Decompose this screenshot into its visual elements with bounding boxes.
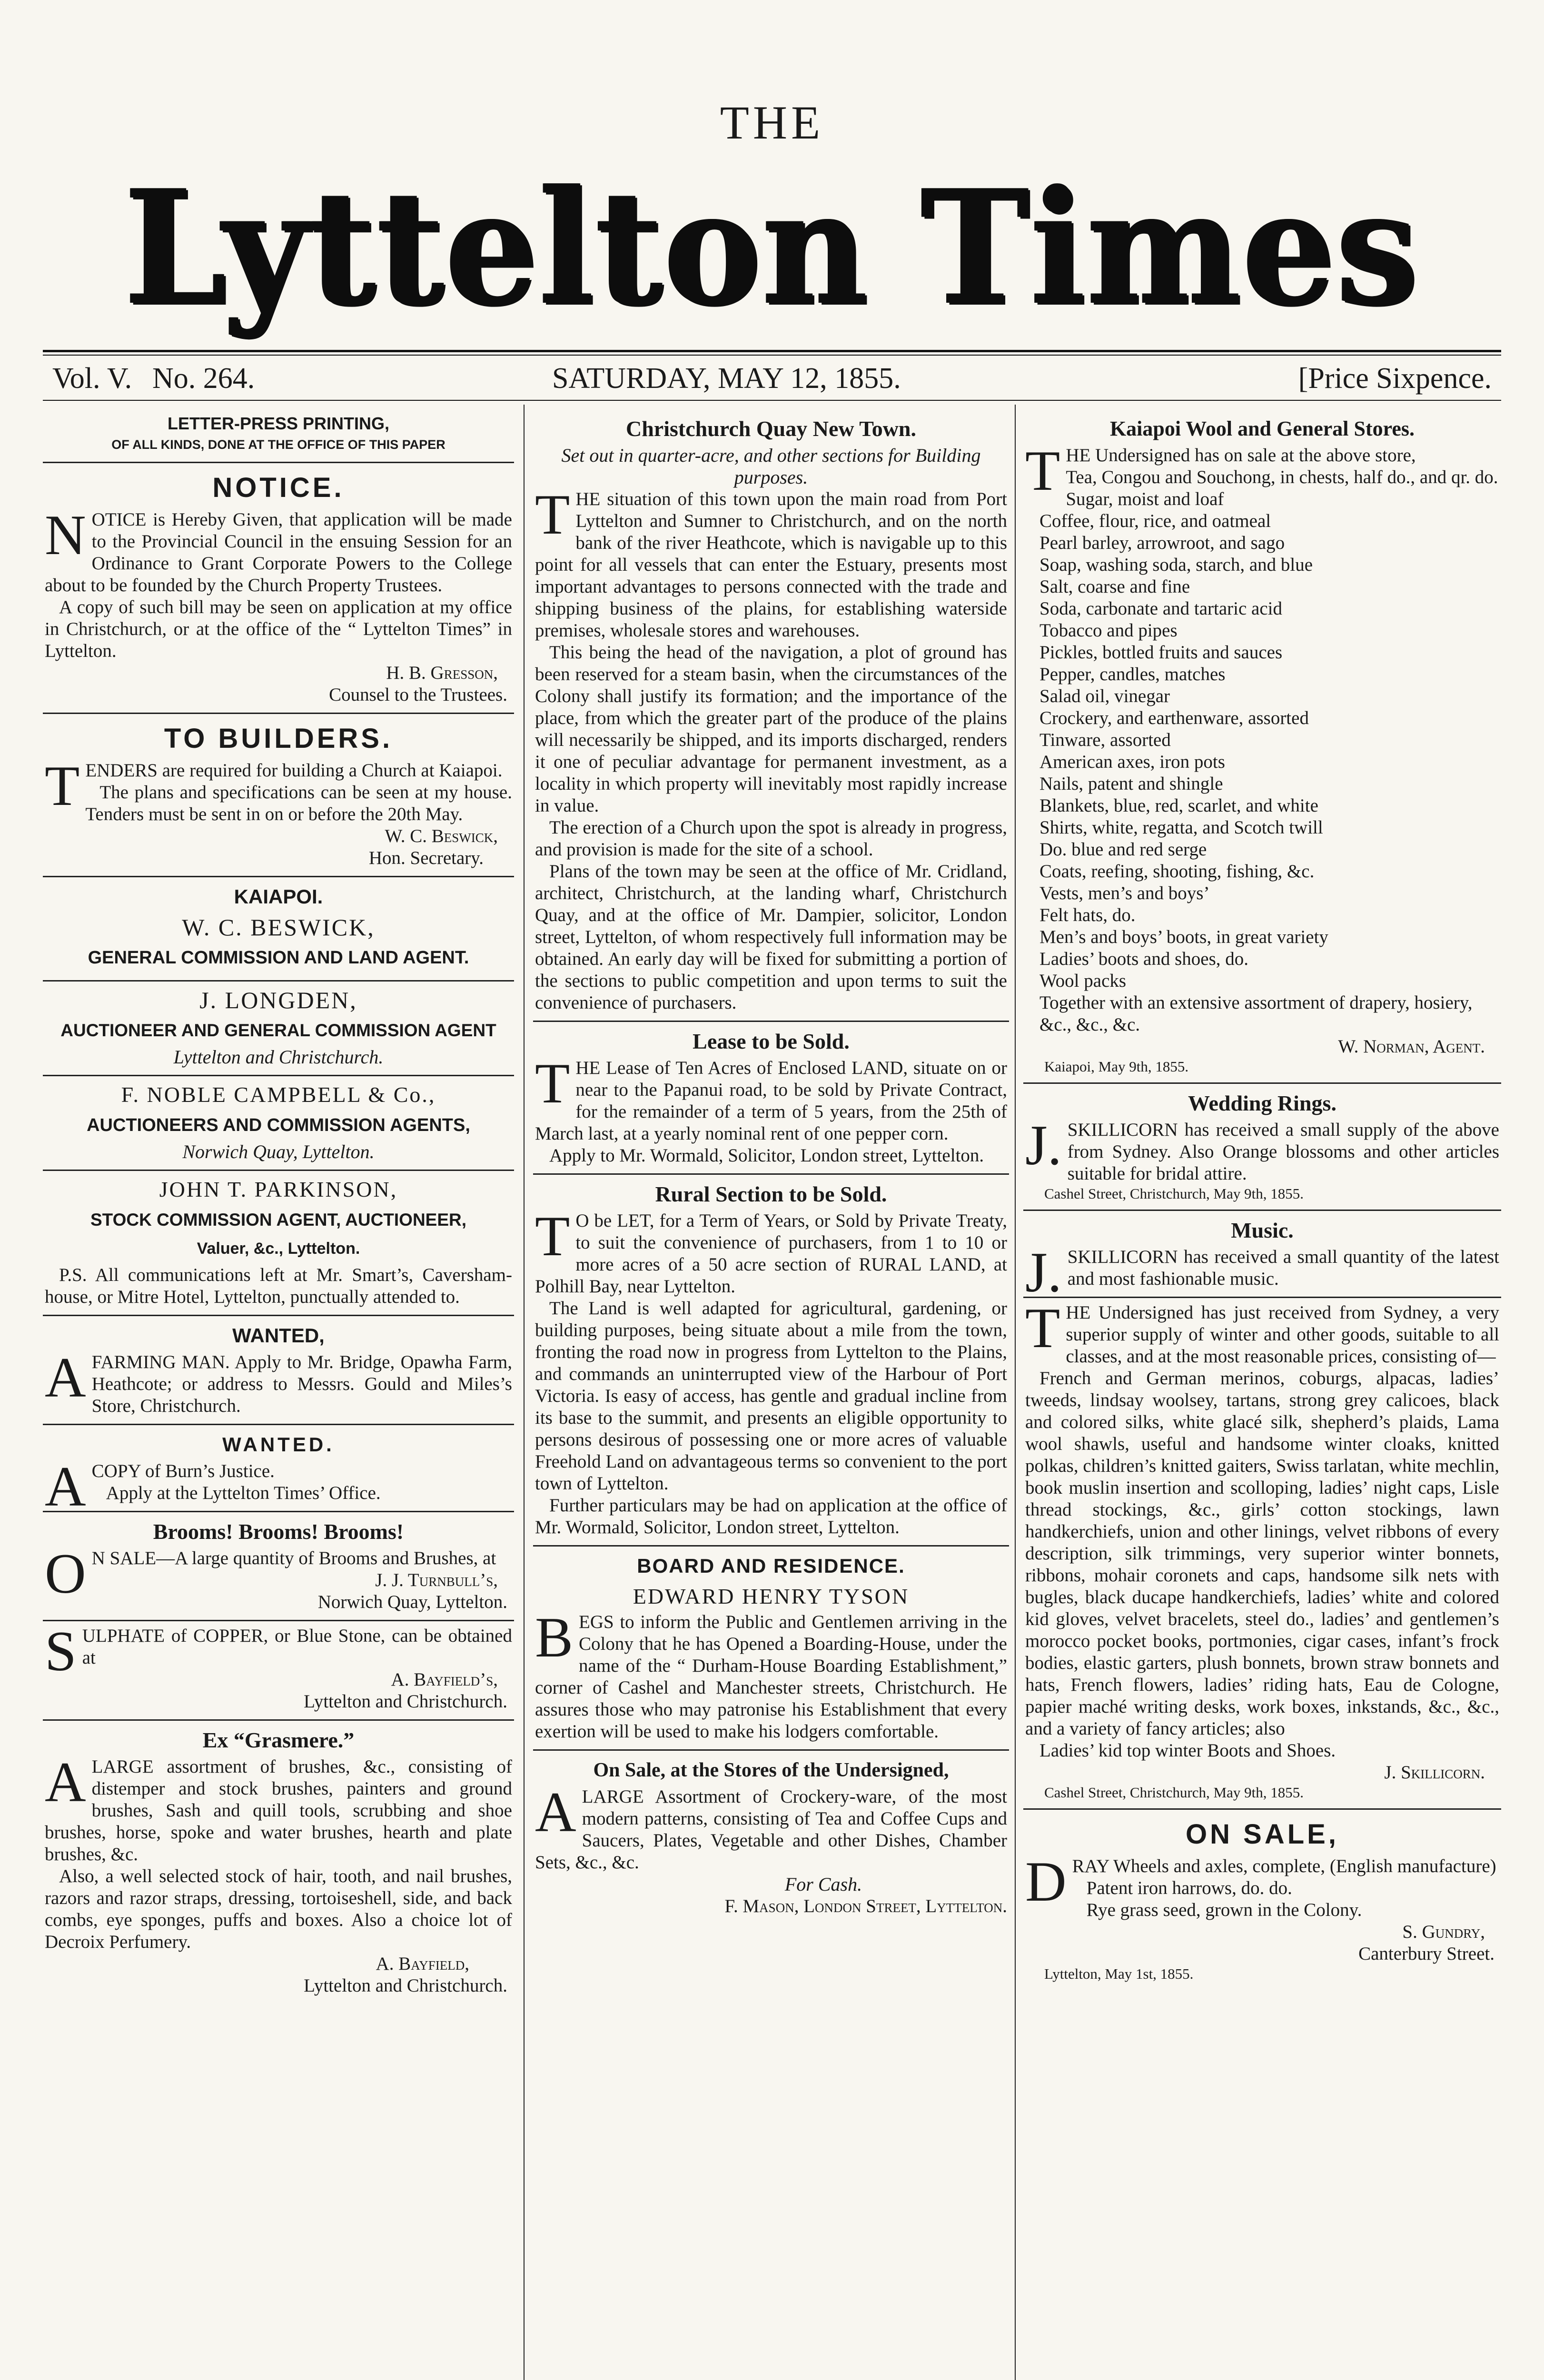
wedding-title: Wedding Rings. — [1188, 1091, 1336, 1115]
list-item: Together with an extensive assortment of drapery, hosiery, &c., &c., &c. — [1039, 992, 1473, 1035]
list-item: Do. blue and red serge — [1039, 839, 1207, 860]
builders-signature: W. C. Beswick, — [385, 826, 498, 846]
kaiapoi-list — [1025, 466, 1499, 1036]
dateline — [52, 359, 1492, 397]
list-item: Blankets, blue, red, scarlet, and white — [1039, 795, 1318, 816]
lease-title: Lease to be Sold. — [693, 1029, 850, 1053]
lease-text-2: Apply to Mr. Wormald, Solicitor, London street, Lyttelton. — [549, 1145, 984, 1166]
ad-on-sale — [1023, 1810, 1501, 1990]
beswick-name: W. C. BESWICK, — [182, 914, 375, 941]
ad-lease — [533, 1022, 1009, 1175]
ad-beswick — [43, 877, 514, 982]
volume: Vol. V. — [52, 362, 132, 395]
brooms-title: Brooms! Brooms! Brooms! — [153, 1519, 404, 1544]
quay-title: Christchurch Quay New Town. — [625, 416, 917, 441]
masthead-rule-bottom — [43, 400, 1501, 401]
rural-text-3: Further particulars may be had on application at the office of Mr. Wormald, Solicitor, London street, Lyttelton. — [535, 1495, 1007, 1537]
board-title: BOARD AND RESIDENCE. — [637, 1555, 905, 1577]
ad-crockery — [533, 1751, 1009, 1924]
column-divider-2 — [1015, 405, 1016, 2380]
ad-wanted-farming — [43, 1316, 514, 1425]
list-item: Soda, carbonate and tartaric acid — [1039, 598, 1282, 619]
list-item: Salad oil, vinegar — [1039, 686, 1170, 706]
board-text: BEGS to inform the Public and Gentlemen arriving in the Colony that he has Opened a Boarding-House, under the name of the “ Durham-House Boarding Establishment,” corner of Cashel and Manchester streets, Christchurch. He assures those who may patronise his Establishment that every exertion will be used to make his lodgers comfortable. — [535, 1606, 1007, 1742]
column-3 — [1023, 409, 1501, 2380]
list-item: Felt hats, do. — [1039, 905, 1136, 925]
list-item: Vests, men’s and boys’ — [1039, 883, 1210, 903]
ad-christchurch-quay — [533, 409, 1009, 1022]
ad-builders — [43, 714, 514, 877]
notice-signature: H. B. Gresson, — [386, 663, 498, 683]
longden-role: AUCTIONEER AND GENERAL COMMISSION AGENT — [60, 1021, 496, 1040]
grasmere-text-2: Also, a well selected stock of hair, tooth, and nail brushes, razors and razor straps, dressing, tortoiseshell, side, and back combs, eye sponges, puffs and boxes. Also a choice lot of Decroix Perfumery. — [45, 1866, 512, 1952]
lease-text: THE Lease of Ten Acres of Enclosed LAND, situate on or near to the Papanui road, to be sold by Private Contract, for the remainder of a term of 5 years, from the 25th of March last, at a yearly nominal rent of one pepper corn. — [535, 1051, 1007, 1144]
campbell-role: AUCTIONEERS AND COMMISSION AGENTS, — [87, 1115, 470, 1135]
quay-text-1: THE situation of this town upon the main road from Port Lyttelton and Sumner to Christchurch, and on the north bank of the river Heathcote, which is navigable up to this point for all vessels that can enter the Estuary, presents most important advantages to persons connected with the trade and shipping business of the plains, for establishing waterside premises, wholesale stores and warehouses. — [535, 483, 1007, 641]
stores-text: ALARGE Assortment of Crockery-ware, of the most modern patterns, consisting of Tea and Coffee Cups and Saucers, Plates, Vegetable and other Dishes, Chamber Sets, &c., &c. — [535, 1780, 1007, 1873]
quay-text-4: Plans of the town may be seen at the office of Mr. Cridland, architect, Christchurch, at the landing wharf, Christchurch Quay, and at the office of Mr. Dampier, solicitor, London street, Lyttelton, of whom respectively full information may be obtained. An early day will be fixed for submitting a portion of the sections to public competition and upon terms to suit the convenience of purchasers. — [535, 861, 1007, 1013]
masthead-the: THE — [720, 96, 824, 149]
column-1 — [43, 409, 514, 2380]
parkinson-ps: P.S. All communications left at Mr. Smart’s, Caversham-house, or Mitre Hotel, Lyttelton, punctually attended to. — [45, 1265, 512, 1307]
issue-number: No. 264. — [152, 362, 255, 395]
masthead-rule-top — [43, 350, 1501, 352]
ad-grasmere — [43, 1721, 514, 2003]
onsale-text-3: Rye grass seed, grown in the Colony. — [1086, 1900, 1362, 1920]
brooms-signature-place: Norwich Quay, Lyttelton. — [317, 1592, 507, 1612]
quay-sub: Set out in quarter-acre, and other sections for Building purposes. — [561, 445, 981, 488]
stores-signature: F. Mason, London Street, Lyttelton. — [724, 1896, 1007, 1916]
parkinson-name: JOHN T. PARKINSON, — [159, 1177, 398, 1201]
goods-signature: J. Skillicorn. — [1384, 1762, 1485, 1783]
ad-longden — [43, 982, 514, 1076]
list-item: Salt, coarse and fine — [1039, 576, 1190, 597]
list-item: Tinware, assorted — [1039, 730, 1171, 750]
ad-sulphate — [43, 1621, 514, 1721]
ad-notice — [43, 463, 514, 714]
onsale-text-2: Patent iron harrows, do. do. — [1086, 1878, 1292, 1898]
list-item: Coffee, flour, rice, and oatmeal — [1039, 511, 1271, 531]
column-divider-1 — [524, 405, 525, 2380]
ad-rural-section — [533, 1175, 1009, 1547]
builders-title: TO BUILDERS. — [164, 723, 393, 754]
quay-text-3: The erection of a Church upon the spot is already in progress, and provision is made for the site of a school. — [535, 817, 1007, 860]
grasmere-signature-place: Lyttelton and Christchurch. — [304, 1975, 507, 1996]
goods-place: Cashel Street, Christchurch, May 9th, 1855. — [1044, 1784, 1304, 1801]
builders-text: TENDERS are required for building a Church at Kaiapoi. — [45, 754, 503, 817]
campbell-name: F. NOBLE CAMPBELL & Co., — [121, 1082, 436, 1107]
onsale-signature: S. Gundry, — [1402, 1922, 1485, 1942]
wanted1-text: AFARMING MAN. Apply to Mr. Bridge, Opawha Farm, Heathcote; or address to Messrs. Gould and Miles’s Store, Christchurch. — [45, 1346, 512, 1416]
masthead-title: Lyttelton Times — [124, 155, 1420, 340]
notice-title: NOTICE. — [212, 472, 345, 503]
list-item: Sugar, moist and loaf — [1066, 489, 1224, 509]
ad-campbell — [43, 1076, 514, 1171]
builders-text-2: The plans and specifications can be seen at my house. Tenders must be sent in on or before the 20th May. — [85, 782, 512, 824]
ad-kaiapoi-stores — [1023, 409, 1501, 1084]
rural-text-1: TO be LET, for a Term of Years, or Sold by Private Treaty, to suit the convenience of purchasers, from 1 to 10 or more acres of a 50 acre section of RURAL LAND, at Polhill Bay, near Lyttelton. — [535, 1204, 1007, 1297]
list-item: Soap, washing soda, starch, and blue — [1039, 555, 1313, 575]
list-item: American axes, iron pots — [1039, 752, 1225, 772]
kaiapoi-title: Kaiapoi Wool and General Stores. — [1109, 417, 1415, 440]
list-item: Crockery, and earthenware, assorted — [1039, 708, 1309, 728]
list-item: Wool packs — [1039, 971, 1127, 991]
grasmere-text: ALARGE assortment of brushes, &c., consisting of distemper and stock brushes, painters and ground brushes, Sash and quill tools, scrubbing and shoe brushes, horse, spoke and water brushes, hearth and plate brushes, &c. — [45, 1750, 512, 1864]
sulphate-signature-place: Lyttelton and Christchurch. — [304, 1691, 507, 1712]
column-2 — [533, 409, 1009, 2380]
goods-text-2: French and German merinos, coburgs, alpacas, ladies’ tweeds, lindsay woolsey, tartans, strong grey calicoes, black and colored silks, white glacé silk, shepherd’s plaids, Lama wool shawls, useful and handsome winter cloaks, knitted polkas, children’s knitted gaiters, Swiss tarlatan, white mechlin, book muslin insertion and scolloping, ladies’ night caps, Lisle thread stockings, &c., girls’ cotton stockings, lawn handkerchiefs, union and other linings, velvet ribbons of every description, silk trimmings, very superior winter bonnets, ribbons, mohair coronets and caps, handsome silk nets with bugles, black ducape handkerchiefs, ladies’ white and colored kid gloves, velvet bracelets, steel do., ladies’ and gentlemen’s morocco pocket books, portmonies, cigar cases, infant’s frock bodies, elastic garters, plush bonnets, brown straw bonnets and hats, French flowers, ladies’ riding hats, Eau de Cologne, papier maché writing desks, work boxes, inkstands, &c., &c., and a variety of fancy articles; also — [1025, 1368, 1499, 1739]
rural-title: Rural Section to be Sold. — [655, 1182, 887, 1206]
music-text: J.SKILLICORN has received a small quantity of the latest and most fashionable music. — [1025, 1240, 1499, 1304]
goods-text-3: Ladies’ kid top winter Boots and Shoes. — [1039, 1740, 1336, 1761]
list-item: Nails, patent and shingle — [1039, 774, 1223, 794]
parkinson-role: STOCK COMMISSION AGENT, AUCTIONEER, — [90, 1210, 467, 1230]
stores-title: On Sale, at the Stores of the Undersigned, — [593, 1759, 949, 1781]
kaiapoi-place: Kaiapoi, May 9th, 1855. — [1044, 1058, 1189, 1075]
onsale-signature-place: Canterbury Street. — [1358, 1944, 1495, 1964]
beswick-role: GENERAL COMMISSION AND LAND AGENT. — [88, 948, 469, 968]
grasmere-signature: A. Bayfield, — [376, 1954, 469, 1974]
ad-parkinson — [43, 1171, 514, 1316]
list-item: Tea, Congou and Souchong, in chests, half do., and qr. do. — [1066, 467, 1498, 487]
sulphate-signature: A. Bayfield’s, — [391, 1669, 498, 1690]
ad-brooms — [43, 1512, 514, 1621]
wanted2-text-2: Apply at the Lyttelton Times’ Office. — [106, 1483, 381, 1503]
list-item: Tobacco and pipes — [1039, 620, 1178, 641]
printing-title: LETTER-PRESS PRINTING, — [167, 414, 390, 433]
masthead-rule-top-thin — [43, 355, 1501, 356]
music-title: Music. — [1231, 1218, 1294, 1242]
list-item: Pepper, candles, matches — [1039, 664, 1226, 684]
issue-date: SATURDAY, MAY 12, 1855. — [552, 362, 901, 395]
onsale-text-1: DRAY Wheels and axles, complete, (English manufacture) — [1025, 1850, 1496, 1913]
wanted1-title: WANTED, — [232, 1324, 325, 1347]
ad-wedding-rings — [1023, 1084, 1501, 1211]
printing-sub: OF ALL KINDS, DONE AT THE OFFICE OF THIS PAPER — [111, 437, 445, 452]
ad-winter-goods — [1023, 1298, 1501, 1810]
wanted2-title: WANTED. — [222, 1433, 335, 1456]
list-item: Pearl barley, arrowroot, and sago — [1039, 533, 1285, 553]
onsale-title: ON SALE, — [1186, 1819, 1339, 1850]
parkinson-role-2: Valuer, &c., Lyttelton. — [197, 1240, 360, 1258]
list-item: Men’s and boys’ boots, in great variety — [1039, 927, 1328, 947]
wanted2-text: ACOPY of Burn’s Justice. — [45, 1455, 275, 1518]
rural-text-2: The Land is well adapted for agricultural, gardening, or building purposes, being situate about a mile from the town, fronting the road now in progress from Lyttelton to the Plains, and commands an uninterrupted view of the Harbour of Port Victoria. Is easy of access, has gentle and gradual incline from its base to the summit, and presents an eligible opportunity to persons desirous of possessing one or more acres of valuable Freehold Land on advantageous terms so convenient to the port town of Lyttelton. — [535, 1298, 1007, 1494]
grasmere-title: Ex “Grasmere.” — [202, 1728, 355, 1752]
brooms-signature: J. J. Turnbull’s, — [375, 1570, 498, 1590]
beswick-place: KAIAPOI. — [234, 885, 323, 908]
kaiapoi-text: THE Undersigned has on sale at the above store, — [1025, 439, 1416, 502]
ad-printing — [43, 409, 514, 463]
sulphate-text: SULPHATE of COPPER, or Blue Stone, can be obtained at — [45, 1619, 512, 1683]
list-item: Ladies’ boots and shoes, do. — [1039, 949, 1249, 969]
notice-text-2: A copy of such bill may be seen on application at my office in Christchurch, or at the office of the “ Lyttelton Times” in Lyttelton. — [45, 597, 512, 661]
ad-music — [1023, 1211, 1501, 1304]
list-item: Shirts, white, regatta, and Scotch twill — [1039, 817, 1323, 838]
longden-sub: Lyttelton and Christchurch. — [173, 1046, 384, 1068]
notice-signature-title: Counsel to the Trustees. — [329, 684, 507, 705]
stores-cash: For Cash. — [784, 1874, 862, 1895]
price: [Price Sixpence. — [1298, 362, 1492, 395]
notice-text: NOTICE is Hereby Given, that application will be made to the Provincial Council in the ensuing Session for an Ordinance to Grant Corporate Powers to the College about to be founded by the Church Property Trustees. — [45, 503, 512, 595]
goods-text-1: THE Undersigned has just received from Sydney, a very superior supply of winter and other goods, suitable to all classes, and at the most reasonable prices, consisting of— — [1025, 1296, 1499, 1367]
ad-board-residence — [533, 1547, 1009, 1751]
builders-signature-title: Hon. Secretary. — [368, 848, 484, 868]
quay-text-2: This being the head of the navigation, a plot of ground has been reserved for a steam basin, when the circumstances of the Colony shall justify its formation; and the importance of the place, from which the greater part of the produce of the plains will necessarily be shipped, and its imports discharged, renders it one of peculiar advantage for permanent investment, as a locality in which property will inevitably most rapidly increase in value. — [535, 642, 1007, 816]
longden-name: J. LONGDEN, — [199, 987, 357, 1013]
onsale-place: Lyttelton, May 1st, 1855. — [1044, 1965, 1194, 1982]
campbell-sub: Norwich Quay, Lyttelton. — [182, 1141, 375, 1162]
board-name: EDWARD HENRY TYSON — [633, 1584, 910, 1608]
kaiapoi-signature: W. Norman, Agent. — [1338, 1036, 1485, 1057]
wedding-place: Cashel Street, Christchurch, May 9th, 1855. — [1044, 1185, 1304, 1202]
list-item: Pickles, bottled fruits and sauces — [1039, 642, 1283, 663]
brooms-text: ON SALE—A large quantity of Brooms and Brushes, at — [45, 1542, 496, 1605]
wedding-text: J.SKILLICORN has received a small supply of the above from Sydney. Also Orange blossoms and other articles suitable for bridal attire. — [1025, 1113, 1499, 1184]
list-item: Coats, reefing, shooting, fishing, &c. — [1039, 861, 1315, 882]
ad-wanted-justice — [43, 1425, 514, 1518]
